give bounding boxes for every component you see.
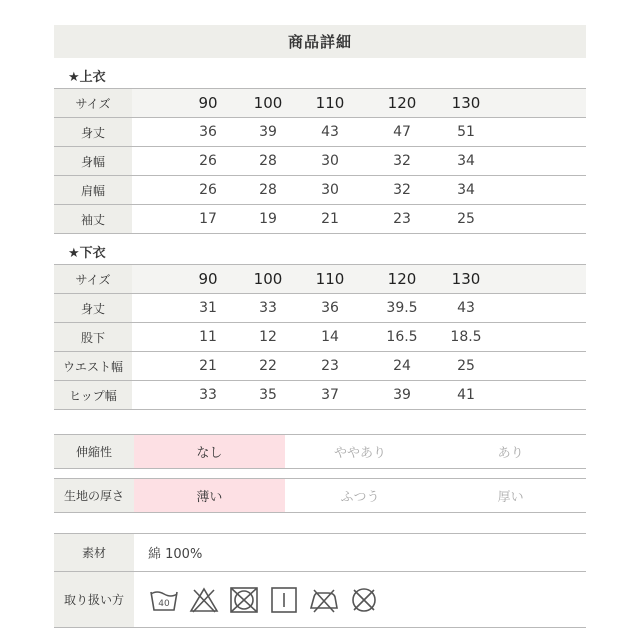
table-row [54,323,586,352]
row-label: 肩幅 [54,176,132,204]
wash-40-icon [148,584,180,616]
size-header-cell: 120 [387,270,417,288]
value-cell: 30 [321,182,339,198]
info-table [54,533,586,628]
size-header-cell: 100 [253,270,283,288]
row-cells [132,176,586,204]
row-cells [132,323,586,351]
value-cell: 12 [259,329,277,345]
value-cell: 31 [199,300,217,316]
row-cells [132,381,586,409]
value-cell: 34 [457,153,475,169]
row-cells [132,118,586,146]
value-cell: 32 [393,153,411,169]
top-section-label: ★上衣 [68,70,106,85]
bottom-section-label: ★下衣 [68,246,106,261]
value-cell: 43 [457,300,475,316]
value-cell: 16.5 [386,329,418,345]
value-cell: 34 [457,182,475,198]
row-label: 身丈 [54,118,132,146]
value-cell: 21 [199,358,217,374]
page-title: 商品詳細 [54,25,586,58]
value-cell: 41 [457,387,475,403]
care-icons [134,572,380,627]
value-cell: 43 [321,124,339,140]
table-row [54,381,586,410]
row-cells [132,89,586,117]
value-cell: 26 [199,182,217,198]
size-header-cell: 100 [253,94,283,112]
value-cell: 28 [259,182,277,198]
row-cells [132,294,586,322]
stretch-row [54,434,586,469]
size-header-cell: 130 [451,270,481,288]
size-header-label: サイズ [54,265,132,293]
size-header-cell: 90 [198,94,218,112]
value-cell: 25 [457,358,475,374]
row-cells [132,147,586,175]
no-tumble-dry-icon [228,584,260,616]
value-cell: 30 [321,153,339,169]
row-label: 袖丈 [54,205,132,233]
value-cell: 14 [321,329,339,345]
table-row [54,147,586,176]
material-row [54,534,586,572]
value-cell: 23 [393,211,411,227]
value-cell: 33 [199,387,217,403]
row-label: 股下 [54,323,132,351]
size-header-cell: 110 [315,270,345,288]
size-header-row [54,89,586,118]
care-row [54,572,586,628]
thickness-option-normal: ふつう [340,490,380,505]
value-cell: 51 [457,124,475,140]
line-dry-icon [268,584,300,616]
value-cell: 23 [321,358,339,374]
value-cell: 33 [259,300,277,316]
row-label: ヒップ幅 [54,381,132,409]
value-cell: 22 [259,358,277,374]
thickness-option-thick: 厚い [497,490,524,505]
size-header-row [54,265,586,294]
size-header-cell: 130 [451,94,481,112]
stretch-option-some: ややあり [334,446,387,461]
size-header-cell: 90 [198,270,218,288]
material-label: 素材 [54,534,134,571]
thickness-label: 生地の厚さ [54,479,134,512]
no-bleach-icon [188,584,220,616]
stretch-option-none: なし [134,435,285,468]
table-row [54,205,586,234]
value-cell: 47 [393,124,411,140]
table-row [54,294,586,323]
row-cells [132,352,586,380]
row-label: 身丈 [54,294,132,322]
stretch-label: 伸縮性 [54,435,134,468]
table-row [54,176,586,205]
thickness-option-thin: 薄い [134,479,285,512]
row-label: ウエスト幅 [54,352,132,380]
value-cell: 32 [393,182,411,198]
size-header-cell: 110 [315,94,345,112]
thickness-row [54,478,586,513]
value-cell: 26 [199,153,217,169]
no-dry-clean-icon [348,584,380,616]
svg-text:40: 40 [158,598,170,609]
bottom-size-table [54,264,586,410]
value-cell: 18.5 [450,329,482,345]
value-cell: 37 [321,387,339,403]
iron-low-icon [308,584,340,616]
value-cell: 35 [259,387,277,403]
value-cell: 25 [457,211,475,227]
material-value: 綿 100% [148,547,203,562]
row-cells [132,265,586,293]
value-cell: 21 [321,211,339,227]
value-cell: 39 [393,387,411,403]
value-cell: 39.5 [386,300,418,316]
value-cell: 36 [321,300,339,316]
size-header-label: サイズ [54,89,132,117]
value-cell: 17 [199,211,217,227]
value-cell: 39 [259,124,277,140]
value-cell: 24 [393,358,411,374]
stretch-option-yes: あり [497,446,524,461]
value-cell: 19 [259,211,277,227]
table-row [54,352,586,381]
care-label: 取り扱い方 [54,572,134,627]
top-size-table [54,88,586,234]
table-row [54,118,586,147]
value-cell: 36 [199,124,217,140]
row-cells [132,205,586,233]
value-cell: 11 [199,329,217,345]
size-header-cell: 120 [387,94,417,112]
row-label: 身幅 [54,147,132,175]
value-cell: 28 [259,153,277,169]
